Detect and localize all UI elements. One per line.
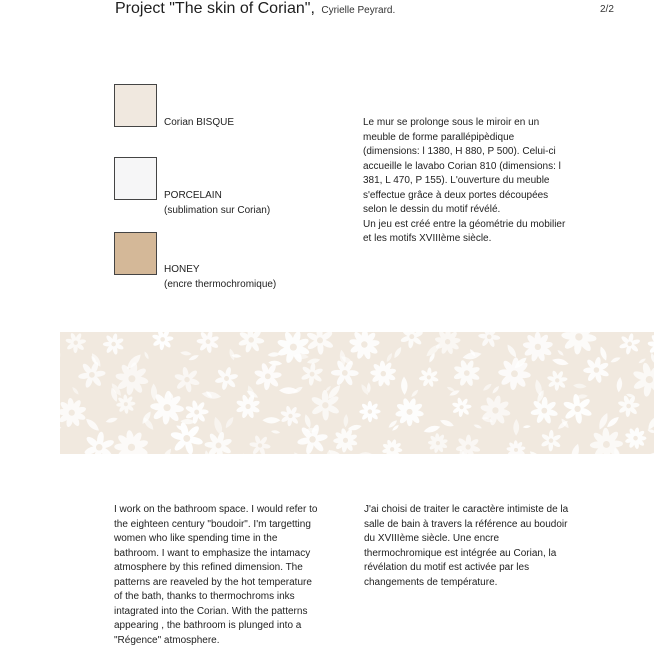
leaf-motif [473, 423, 482, 429]
leaf-motif [240, 453, 248, 454]
flower-motif [115, 362, 149, 396]
flower-motif [116, 394, 136, 414]
leaf-motif [401, 376, 408, 395]
flower-motif [60, 398, 87, 428]
text-line: salle de bain à travers la référence au boudoir [364, 518, 568, 530]
leaf-motif [423, 424, 441, 435]
project-title: Project "The skin of Corian", [115, 0, 315, 17]
leaf-motif [513, 419, 519, 436]
flower-motif [349, 332, 380, 360]
leaf-motif [647, 428, 654, 434]
flower-motif [547, 370, 568, 391]
text-line: du XVIIIème siècle. Une encre [364, 533, 500, 544]
swatch-honey [114, 232, 157, 275]
leaf-motif [610, 356, 622, 364]
text-line: s'effectue grâce à deux portes découpées [363, 189, 549, 201]
flower-motif [249, 435, 271, 454]
flower-motif [196, 332, 219, 353]
leaf-motif [650, 352, 654, 363]
flower-motif [238, 332, 265, 353]
leaf-motif [385, 352, 393, 363]
flower-motif [583, 356, 610, 383]
flower-motif [114, 430, 149, 454]
leaf-motif [262, 417, 280, 423]
leaf-motif [573, 383, 587, 389]
author-name: Cyrielle Peyrard. [321, 5, 396, 16]
flower-motif [619, 333, 641, 355]
text-line: I work on the bathroom space. I would refer to [114, 504, 318, 515]
leaf-motif [410, 389, 419, 399]
flower-motif [647, 333, 654, 357]
flower-motif [236, 394, 261, 419]
flower-motif [506, 440, 526, 454]
flower-motif [561, 332, 597, 355]
swatch-label-porcelain: PORCELAIN (sublimation sur Corian) [164, 190, 271, 216]
text-line: révélation du motif est activée par les [364, 562, 530, 573]
flower-motif [83, 431, 114, 454]
flower-motif [78, 361, 106, 389]
page-header [115, 0, 395, 18]
leaf-motif [551, 357, 569, 367]
flower-motif [625, 427, 647, 449]
leaf-motif [60, 352, 62, 366]
leaf-motif [60, 426, 62, 432]
leaf-motif [392, 346, 403, 359]
text-line: thermochromique est intégrée au Corian, la [364, 547, 557, 559]
leaf-motif [71, 386, 80, 396]
flower-motif [152, 332, 174, 350]
leaf-motif [293, 451, 301, 454]
leaf-motif [649, 452, 654, 454]
flower-motif [540, 430, 561, 452]
flower-motif [522, 332, 553, 362]
flower-motif [419, 367, 439, 387]
leaf-motif [303, 413, 312, 429]
leaf-motif [616, 377, 623, 393]
leaf-motif [605, 415, 620, 429]
flower-motif [617, 395, 639, 417]
text-line: the eighteen century "boudoir". I'm targetting [114, 518, 311, 530]
leaf-motif [482, 382, 493, 392]
text-line: Le mur se prolonge sous le miroir en un [363, 117, 540, 128]
text-line: of the bath, thanks to thermochroms inks [114, 591, 295, 602]
page-number: 2/2 [600, 4, 614, 15]
leaf-motif [201, 390, 222, 400]
leaf-motif [569, 443, 581, 454]
leaf-motif [597, 412, 610, 431]
text-line: changements de température. [364, 576, 498, 588]
flower-motif [478, 332, 500, 348]
text-line: women who like spending time in the [114, 533, 278, 544]
flower-motif [359, 401, 380, 422]
leaf-motif [84, 417, 101, 433]
description-fr-top [363, 116, 565, 247]
flower-motif [400, 332, 424, 349]
leaf-motif [557, 349, 565, 357]
flower-motif [395, 397, 424, 426]
leaf-motif [343, 414, 348, 428]
flower-motif [452, 397, 472, 417]
leaf-motif [358, 452, 373, 454]
text-line: meuble de forme parallépipèdique [363, 131, 515, 143]
swatch-label-bisque: Corian BISQUE [164, 117, 235, 128]
description-fr-bottom [364, 503, 568, 590]
flower-motif [498, 357, 531, 390]
leaf-motif [271, 430, 281, 435]
text-line: intagrated into the Corian. With the patterns [114, 605, 308, 617]
text-line: Un jeu est créé entre la géométrie du mobilier [363, 218, 566, 230]
leaf-motif [505, 343, 518, 359]
flower-motif [382, 439, 403, 454]
flower-motif [280, 405, 301, 426]
leaf-motif [439, 418, 455, 428]
swatch-bisque [114, 84, 157, 127]
flower-motif [170, 422, 204, 454]
text-line: (dimensions: l 1380, H 880, P 500). Celui-ci [363, 146, 556, 157]
leaf-motif [523, 425, 531, 429]
flower-motif [306, 332, 334, 355]
description-en [114, 503, 317, 648]
floral-pattern [60, 332, 654, 454]
leaf-motif [161, 447, 173, 454]
flower-motif [453, 359, 481, 387]
text-line: J'ai choisi de traiter le caractère intimiste de la [364, 504, 569, 515]
flower-motif [301, 362, 324, 385]
leaf-motif [180, 351, 192, 357]
swatch-porcelain [114, 157, 157, 200]
text-line: et les motifs XVIIIème siècle. [363, 233, 492, 244]
text-line: "Régence" atmosphere. [114, 634, 220, 646]
leaf-motif [143, 351, 150, 360]
text-line: appearing , the bathroom is plunged into a [114, 620, 302, 631]
swatch-label-honey: HONEY (encre thermochromique) [164, 264, 277, 290]
flower-motif [333, 428, 358, 453]
floral-pattern-band [60, 332, 654, 454]
flower-motif [276, 332, 310, 364]
text-line: selon le dessin du motif révélé. [363, 204, 501, 215]
flower-motif [103, 333, 125, 355]
flower-motif [215, 366, 239, 390]
leaf-motif [646, 414, 654, 431]
flower-motif [204, 431, 232, 454]
flower-motif [455, 435, 480, 454]
leaf-motif [224, 416, 235, 430]
flower-motif [370, 360, 397, 387]
flower-motif [174, 366, 200, 392]
text-line: patterns are reaveled by the hot temperature [114, 576, 312, 588]
flower-motif [428, 433, 448, 453]
flower-motif [530, 397, 558, 425]
flower-motif [563, 394, 593, 425]
leaf-motif [105, 416, 118, 424]
text-line: accueille le lavabo Corian 810 (dimensions: l [363, 160, 561, 172]
flower-motif [65, 332, 86, 353]
flower-motif [254, 362, 282, 390]
flower-motif [480, 395, 511, 426]
flower-motif [434, 332, 460, 355]
text-line: bathroom. I want to emphasize the intamacy [114, 547, 311, 559]
text-line: atmosphere by this refined dimension. The [114, 562, 303, 573]
leaf-motif [491, 385, 500, 395]
leaf-motif [528, 449, 543, 454]
text-line: 381, L 470, P 155). L'ouverture du meuble [363, 175, 550, 186]
flower-motif [632, 362, 654, 397]
